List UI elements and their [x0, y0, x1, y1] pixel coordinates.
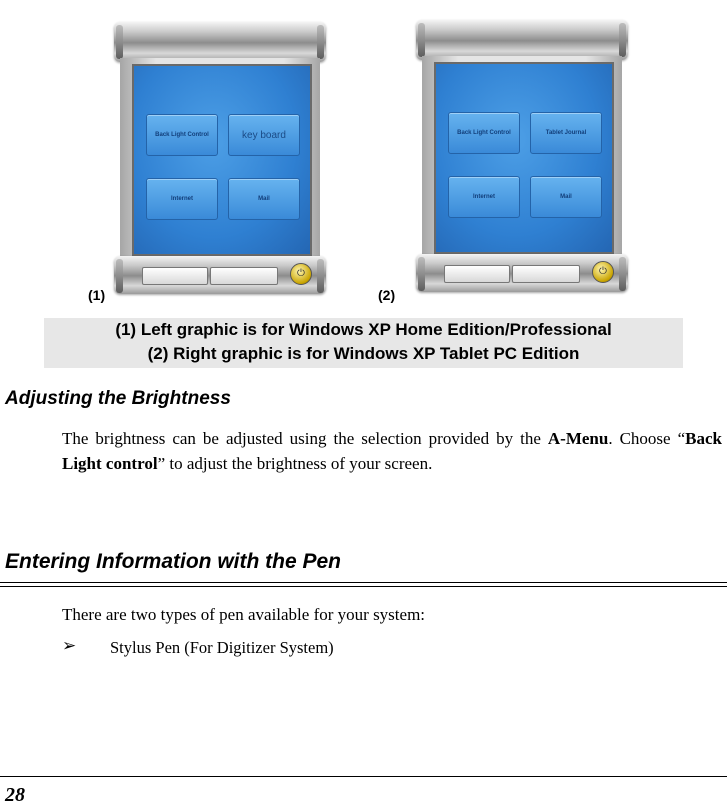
- backlight-control-button: Back Light Control: [448, 112, 520, 154]
- pen-intro: There are two types of pen available for your system:: [62, 605, 426, 624]
- keyboard-button: key board: [228, 114, 300, 156]
- device-screen: [132, 64, 312, 256]
- device-graphic-right: [416, 20, 628, 296]
- heading-divider: [0, 582, 727, 583]
- internet-button: Internet: [448, 176, 520, 218]
- brightness-paragraph: [62, 426, 722, 476]
- power-knob-icon: ⏻: [290, 263, 312, 285]
- backlight-control-button: Back Light Control: [146, 114, 218, 156]
- footer-divider: [0, 776, 727, 777]
- a-menu-term: A-Menu: [547, 429, 609, 448]
- bullet-item-stylus-pen: Stylus Pen (For Digitizer System): [110, 638, 334, 657]
- internet-button: Internet: [146, 178, 218, 220]
- arrow-bullet-icon: ➢: [62, 636, 77, 655]
- page-number: 28: [5, 784, 25, 806]
- figure-label-2: (2): [378, 287, 396, 303]
- mail-button: Mail: [228, 178, 300, 220]
- top-roller: [114, 22, 326, 62]
- section-heading-brightness: Adjusting the Brightness: [5, 388, 231, 409]
- input-slot: [210, 267, 278, 285]
- para-text: The brightness can be adjusted using the selection provided by the: [62, 429, 548, 448]
- caption-line-1: (1) Left graphic is for Windows XP Home Edition/Professional: [115, 320, 612, 339]
- back-light-control-term: Back Light control: [62, 429, 722, 473]
- power-knob-icon: ⏻: [592, 261, 614, 283]
- section-heading-pen: Entering Information with the Pen: [5, 550, 341, 573]
- device-graphic-left: [114, 22, 326, 298]
- mail-button: Mail: [530, 176, 602, 218]
- para-text: . Choose “: [608, 429, 686, 448]
- tablet-journal-button: Tablet Journal: [530, 112, 602, 154]
- input-slot: [142, 267, 208, 285]
- para-text: ” to adjust the brightness of your screen.: [157, 454, 433, 473]
- input-slot: [512, 265, 580, 283]
- input-slot: [444, 265, 510, 283]
- figure-caption: [44, 318, 683, 368]
- top-roller: [416, 20, 628, 60]
- caption-line-2: (2) Right graphic is for Windows XP Tablet PC Edition: [147, 344, 580, 363]
- device-screen: [434, 62, 614, 254]
- heading-divider: [0, 586, 727, 587]
- figure-label-1: (1): [88, 287, 106, 303]
